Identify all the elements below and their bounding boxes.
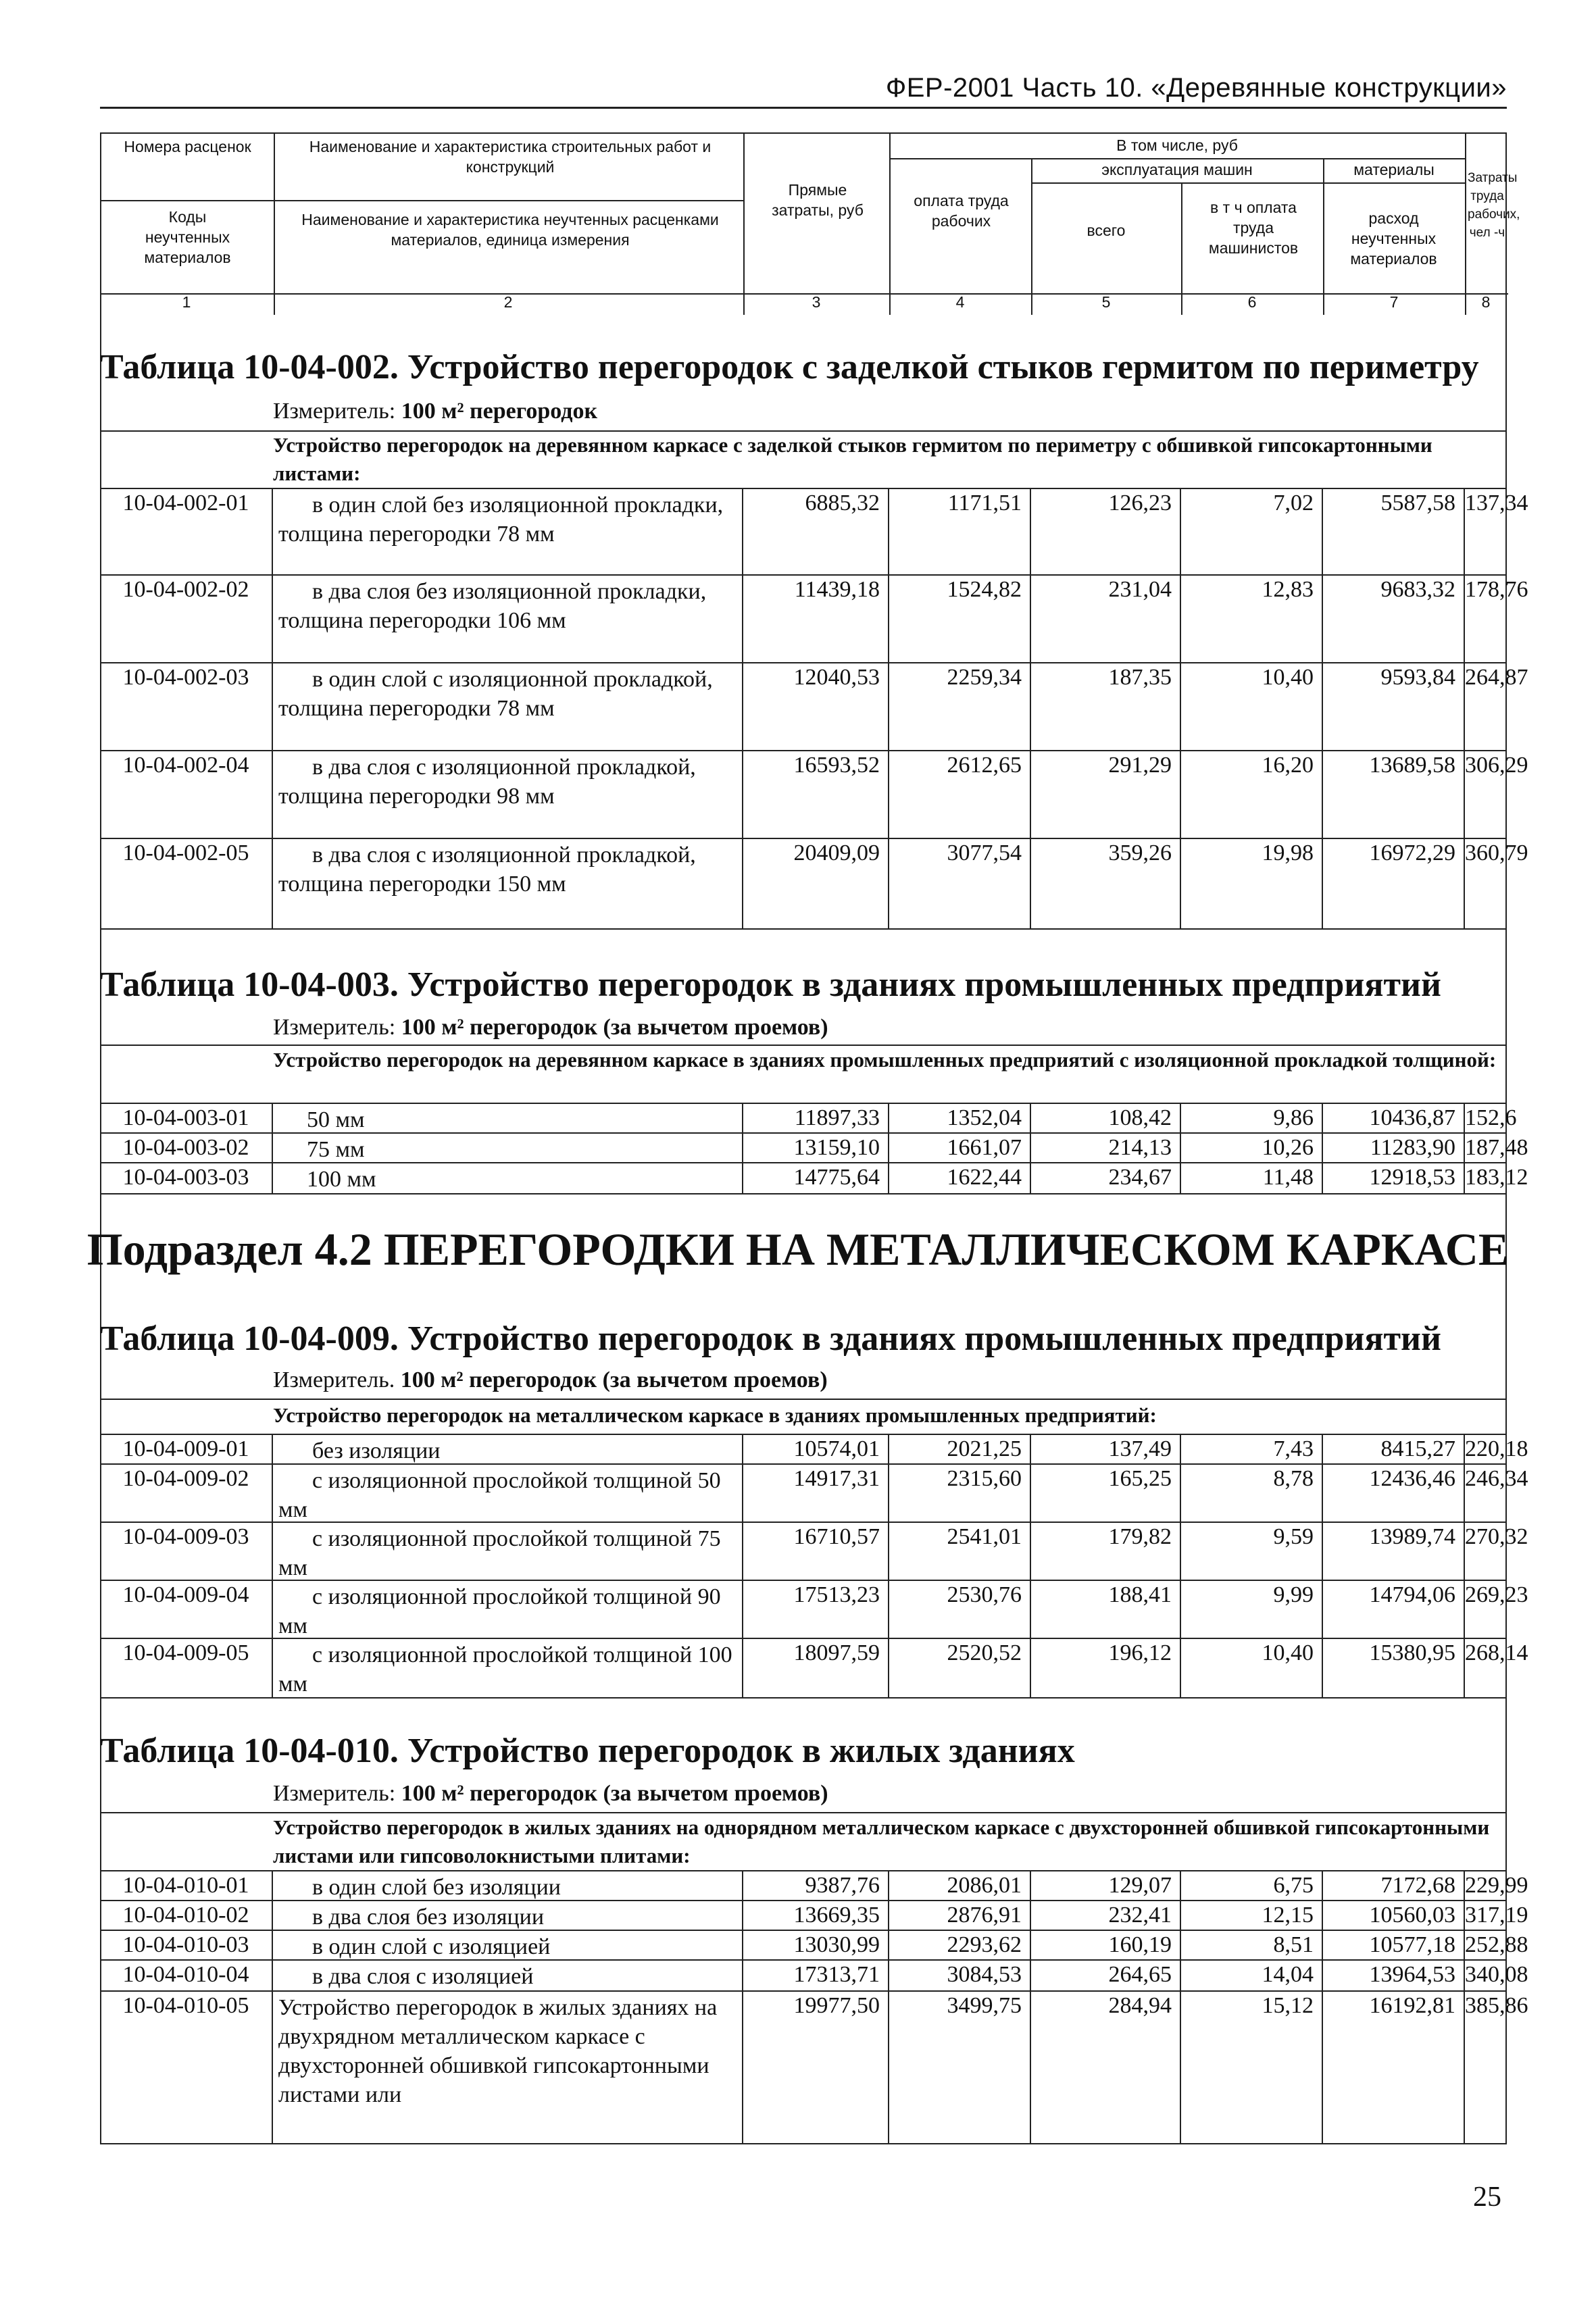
table-row: [100, 1104, 1517, 1134]
cost-value: 291,29: [1031, 751, 1181, 838]
cost-value: 252,88: [1465, 1932, 1528, 1957]
cost-value: 126,23: [1031, 489, 1181, 574]
cost-value: 340,08: [1465, 1962, 1528, 1987]
group-heading: Устройство перегородок на деревянном каркасе с заделкой стыков гермитом по периметру с обшивкой гипсокартонными листами:: [273, 433, 1432, 485]
work-description: с изоляционной прослойкой толщиной 50 мм: [273, 1465, 743, 1521]
group-heading: Устройство перегородок в жилых зданиях на однорядном металлическом каркасе с двухсторонней обшивкой гипсокартонными листами или гипсоволокнистыми плитами:: [273, 1815, 1490, 1867]
cost-value: 11,48: [1181, 1163, 1323, 1193]
col-num: 1: [182, 293, 191, 311]
rule-line: [889, 134, 891, 315]
cost-value: 10574,01: [743, 1435, 889, 1463]
work-description: в два слоя без изоляционной прокладки, толщина перегородки 106 мм: [273, 576, 743, 662]
table-row: [100, 751, 1528, 839]
rule-line: [100, 928, 1507, 930]
cost-value: 16593,52: [743, 751, 889, 838]
cost-value: 9593,84: [1323, 663, 1465, 750]
running-header: [100, 68, 1507, 109]
cost-value: 7172,68: [1323, 1871, 1465, 1900]
cost-value: 11439,18: [743, 576, 889, 662]
cost-value: 3084,53: [889, 1961, 1031, 1990]
work-description: в два слоя с изоляционной прокладкой, толщина перегородки 150 мм: [273, 839, 743, 928]
cost-value: 6885,32: [743, 489, 889, 574]
group-heading: Устройство перегородок на металлическом каркасе в зданиях промышленных предприятий:: [273, 1403, 1157, 1427]
group-heading: Устройство перегородок на деревянном каркасе в зданиях промышленных предприятий с изоляционной прокладкой толщиной:: [273, 1048, 1497, 1072]
cost-value: 220,18: [1465, 1436, 1528, 1461]
cost-value: 16972,29: [1323, 839, 1465, 928]
cost-value: 9,99: [1181, 1581, 1323, 1638]
cost-value: 1352,04: [889, 1104, 1031, 1132]
cost-value: 13159,10: [743, 1134, 889, 1162]
cost-value: 17513,23: [743, 1581, 889, 1638]
cost-value: 8415,27: [1323, 1435, 1465, 1463]
work-description: в один слой с изоляционной прокладкой, толщина перегородки 78 мм: [273, 663, 743, 750]
cost-value: 13669,35: [743, 1901, 889, 1930]
cost-value: 10436,87: [1323, 1104, 1465, 1132]
rate-code: 10-04-003-02: [100, 1134, 273, 1162]
cost-value: 270,32: [1465, 1524, 1528, 1549]
cost-value: 264,87: [1465, 665, 1528, 690]
cost-value: 10560,03: [1323, 1901, 1465, 1930]
cost-value: 178,76: [1465, 577, 1528, 602]
cost-value: 15380,95: [1323, 1639, 1465, 1697]
rule-line: [100, 1697, 1507, 1699]
col-code-top: Номера расценок: [124, 138, 251, 155]
meter-label: Измеритель:: [273, 399, 396, 424]
cost-value: 2876,91: [889, 1901, 1031, 1930]
cost-value: 284,94: [1031, 1992, 1181, 2144]
rate-code: 10-04-009-05: [100, 1639, 273, 1697]
cost-value: 14794,06: [1323, 1581, 1465, 1638]
rule-line: [743, 134, 745, 315]
col-num: 4: [955, 293, 965, 311]
cost-value: 1524,82: [889, 576, 1031, 662]
cost-value: 14917,31: [743, 1465, 889, 1521]
rate-code: 10-04-010-04: [100, 1961, 273, 1990]
table-row: [100, 1134, 1528, 1163]
rate-code: 10-04-010-03: [100, 1931, 273, 1959]
cost-value: 306,29: [1465, 753, 1528, 778]
rate-code: 10-04-003-01: [100, 1104, 273, 1132]
meter-value: 100 м² перегородок (за вычетом проемов): [400, 1367, 828, 1392]
meter: [273, 1015, 828, 1040]
cost-value: 165,25: [1031, 1465, 1181, 1521]
cost-value: 269,23: [1465, 1582, 1528, 1607]
work-description: в два слоя с изоляцией: [273, 1961, 743, 1990]
table-row: [100, 1871, 1528, 1901]
cost-value: 232,41: [1031, 1901, 1181, 1930]
cost-value: 152,6: [1465, 1105, 1517, 1130]
cost-value: 2259,34: [889, 663, 1031, 750]
cost-value: 13689,58: [1323, 751, 1465, 838]
cost-value: 359,26: [1031, 839, 1181, 928]
col-direct-costs: Прямые затраты, руб: [772, 181, 864, 219]
cost-value: 12040,53: [743, 663, 889, 750]
cost-value: 2541,01: [889, 1523, 1031, 1580]
work-description: 50 мм: [273, 1104, 743, 1132]
column-numbers: [100, 292, 1507, 316]
cost-value: 14775,64: [743, 1163, 889, 1193]
work-description: в один слой с изоляцией: [273, 1931, 743, 1959]
running-header-title: ФЕР-2001 Часть 10. «Деревянные конструкции»: [885, 73, 1507, 103]
cost-value: 11897,33: [743, 1104, 889, 1132]
work-description: Устройство перегородок в жилых зданиях на двухрядном металлическом каркасе с двухсторонней обшивкой гипсокартонными листами или: [273, 1992, 743, 2144]
cost-value: 317,19: [1465, 1903, 1528, 1928]
table-row: [100, 1163, 1528, 1194]
cost-value: 2021,25: [889, 1435, 1031, 1463]
col-name-top: Наименование и характеристика строительных работ и конструкций: [309, 138, 712, 176]
meter: [273, 1781, 828, 1807]
cost-value: 264,65: [1031, 1961, 1181, 1990]
table-row: [100, 1523, 1528, 1581]
cost-value: 19977,50: [743, 1992, 889, 2144]
subsection-heading: Подраздел 4.2 ПЕРЕГОРОДКИ НА МЕТАЛЛИЧЕСКОМ КАРКАСЕ: [86, 1224, 1510, 1275]
cost-value: 16,20: [1181, 751, 1323, 838]
rule-line: [101, 200, 743, 201]
work-description: с изоляционной прослойкой толщиной 90 мм: [273, 1581, 743, 1638]
rate-code: 10-04-009-01: [100, 1435, 273, 1463]
cost-value: 137,49: [1031, 1435, 1181, 1463]
rate-code: 10-04-002-05: [100, 839, 273, 928]
cost-value: 16710,57: [743, 1523, 889, 1580]
meter-label: Измеритель:: [273, 1781, 396, 1806]
cost-value: 13964,53: [1323, 1961, 1465, 1990]
col-including: В том числе, руб: [1116, 136, 1238, 154]
cost-value: 196,12: [1031, 1639, 1181, 1697]
cost-value: 231,04: [1031, 576, 1181, 662]
work-description: 100 мм: [273, 1163, 743, 1193]
cost-value: 13030,99: [743, 1931, 889, 1959]
col-labor: Затраты труда рабочих, чел -ч: [1468, 171, 1520, 240]
cost-value: 2530,76: [889, 1581, 1031, 1638]
work-description: 75 мм: [273, 1134, 743, 1162]
cost-value: 179,82: [1031, 1523, 1181, 1580]
work-description: в один слой без изоляционной прокладки, толщина перегородки 78 мм: [273, 489, 743, 574]
work-description: в один слой без изоляции: [273, 1871, 743, 1900]
cost-value: 2293,62: [889, 1931, 1031, 1959]
cost-value: 188,41: [1031, 1581, 1181, 1638]
meter: [273, 399, 597, 424]
table-column-header: [100, 132, 1520, 315]
cost-value: 1171,51: [889, 489, 1031, 574]
table-row: [100, 663, 1528, 751]
cost-value: 15,12: [1181, 1992, 1323, 2144]
col-materials: материалы: [1353, 161, 1435, 178]
col-machines-total: всего: [1087, 222, 1126, 239]
table-row: [100, 1961, 1528, 1992]
cost-value: 8,51: [1181, 1931, 1323, 1959]
table-row: [100, 1931, 1528, 1961]
cost-value: 129,07: [1031, 1871, 1181, 1900]
cost-value: 1622,44: [889, 1163, 1031, 1193]
cost-value: 160,19: [1031, 1931, 1181, 1959]
cost-value: 11283,90: [1323, 1134, 1465, 1162]
cost-value: 3077,54: [889, 839, 1031, 928]
rule-line: [100, 1399, 1507, 1400]
table-title: Таблица 10-04-009. Устройство перегородок в зданиях промышленных предприятий: [100, 1319, 1441, 1358]
cost-value: 20409,09: [743, 839, 889, 928]
table-row: [100, 1581, 1528, 1639]
cost-value: 5587,58: [1323, 489, 1465, 574]
cost-value: 108,42: [1031, 1104, 1181, 1132]
rate-code: 10-04-002-02: [100, 576, 273, 662]
table-row: [100, 489, 1528, 576]
col-name-bottom: Наименование и характеристика неучтенных расценками материалов, единица измерения: [301, 211, 719, 249]
table-row: [100, 1639, 1528, 1697]
rate-code: 10-04-002-04: [100, 751, 273, 838]
col-num: 5: [1101, 293, 1111, 311]
cost-value: 14,04: [1181, 1961, 1323, 1990]
rate-code: 10-04-010-05: [100, 1992, 273, 2144]
table-row: [100, 1901, 1528, 1931]
cost-value: 385,86: [1465, 1993, 1528, 2018]
col-code-bottom: Коды неучтенных материалов: [144, 208, 231, 266]
col-machinist-wage: в т ч оплата труда машинистов: [1208, 199, 1299, 257]
cost-value: 2315,60: [889, 1465, 1031, 1521]
meter-value: 100 м² перегородок (за вычетом проемов): [401, 1781, 828, 1806]
cost-value: 229,99: [1465, 1873, 1528, 1898]
rule-line: [1465, 134, 1466, 315]
cost-value: 3499,75: [889, 1992, 1031, 2144]
cost-value: 360,79: [1465, 840, 1528, 865]
rate-code: 10-04-009-03: [100, 1523, 273, 1580]
cost-value: 10577,18: [1323, 1931, 1465, 1959]
cost-value: 17313,71: [743, 1961, 889, 1990]
table-title: Таблица 10-04-003. Устройство перегородок в зданиях промышленных предприятий: [100, 965, 1441, 1004]
cost-value: 10,40: [1181, 1639, 1323, 1697]
table-title: Таблица 10-04-010. Устройство перегородок в жилых зданиях: [100, 1732, 1075, 1770]
col-num: 3: [812, 293, 821, 311]
col-num: 2: [503, 293, 513, 311]
col-num: 7: [1389, 293, 1399, 311]
rate-code: 10-04-003-03: [100, 1163, 273, 1193]
col-unaccounted-materials: расход неучтенных материалов: [1350, 209, 1437, 268]
col-wage: оплата труда рабочих: [914, 192, 1009, 230]
cost-value: 12436,46: [1323, 1465, 1465, 1521]
page-number: 25: [1473, 2182, 1501, 2213]
cost-value: 9,59: [1181, 1523, 1323, 1580]
work-description: в два слоя без изоляции: [273, 1901, 743, 1930]
rate-code: 10-04-002-03: [100, 663, 273, 750]
work-description: без изоляции: [273, 1435, 743, 1463]
col-num: 8: [1481, 293, 1491, 311]
cost-value: 12,83: [1181, 576, 1323, 662]
rate-code: 10-04-010-02: [100, 1901, 273, 1930]
cost-value: 9683,32: [1323, 576, 1465, 662]
cost-value: 1661,07: [889, 1134, 1031, 1162]
meter: [273, 1367, 828, 1393]
cost-value: 18097,59: [743, 1639, 889, 1697]
table-title: Таблица 10-04-002. Устройство перегородок с заделкой стыков гермитом по периметру: [100, 348, 1479, 386]
cost-value: 8,78: [1181, 1465, 1323, 1521]
rate-code: 10-04-009-04: [100, 1581, 273, 1638]
cost-value: 187,48: [1465, 1135, 1528, 1160]
cost-value: 7,43: [1181, 1435, 1323, 1463]
cost-value: 10,26: [1181, 1134, 1323, 1162]
work-description: с изоляционной прослойкой толщиной 75 мм: [273, 1523, 743, 1580]
cost-value: 2520,52: [889, 1639, 1031, 1697]
work-description: с изоляционной прослойкой толщиной 100 мм: [273, 1639, 743, 1697]
cost-value: 9387,76: [743, 1871, 889, 1900]
cost-value: 187,35: [1031, 663, 1181, 750]
work-description: в два слоя с изоляционной прокладкой, толщина перегородки 98 мм: [273, 751, 743, 838]
col-machines: эксплуатация машин: [1101, 161, 1253, 178]
cost-value: 2086,01: [889, 1871, 1031, 1900]
cost-value: 246,34: [1465, 1466, 1528, 1491]
table-row: [100, 576, 1528, 663]
rate-code: 10-04-009-02: [100, 1465, 273, 1521]
table-row: [100, 839, 1528, 928]
rule-line: [1031, 182, 1465, 184]
cost-value: 137,34: [1465, 491, 1528, 515]
cost-value: 13989,74: [1323, 1523, 1465, 1580]
table-row: [100, 1992, 1528, 2144]
cost-value: 183,12: [1465, 1165, 1528, 1190]
meter-label: Измеритель.: [273, 1367, 395, 1392]
rule-line: [274, 134, 275, 315]
rate-code: 10-04-010-01: [100, 1871, 273, 1900]
cost-value: 12,15: [1181, 1901, 1323, 1930]
cost-value: 6,75: [1181, 1871, 1323, 1900]
cost-value: 2612,65: [889, 751, 1031, 838]
meter-label: Измеритель:: [273, 1015, 396, 1040]
table-row: [100, 1435, 1528, 1465]
col-num: 6: [1247, 293, 1257, 311]
meter-value: 100 м² перегородок (за вычетом проемов): [401, 1015, 828, 1040]
meter-value: 100 м² перегородок: [401, 399, 598, 424]
cost-value: 214,13: [1031, 1134, 1181, 1162]
cost-value: 16192,81: [1323, 1992, 1465, 2144]
rate-code: 10-04-002-01: [100, 489, 273, 574]
cost-value: 19,98: [1181, 839, 1323, 928]
cost-value: 10,40: [1181, 663, 1323, 750]
table-row: [100, 1465, 1528, 1523]
cost-value: 268,14: [1465, 1640, 1528, 1665]
cost-value: 7,02: [1181, 489, 1323, 574]
cost-value: 12918,53: [1323, 1163, 1465, 1193]
cost-value: 9,86: [1181, 1104, 1323, 1132]
cost-value: 234,67: [1031, 1163, 1181, 1193]
